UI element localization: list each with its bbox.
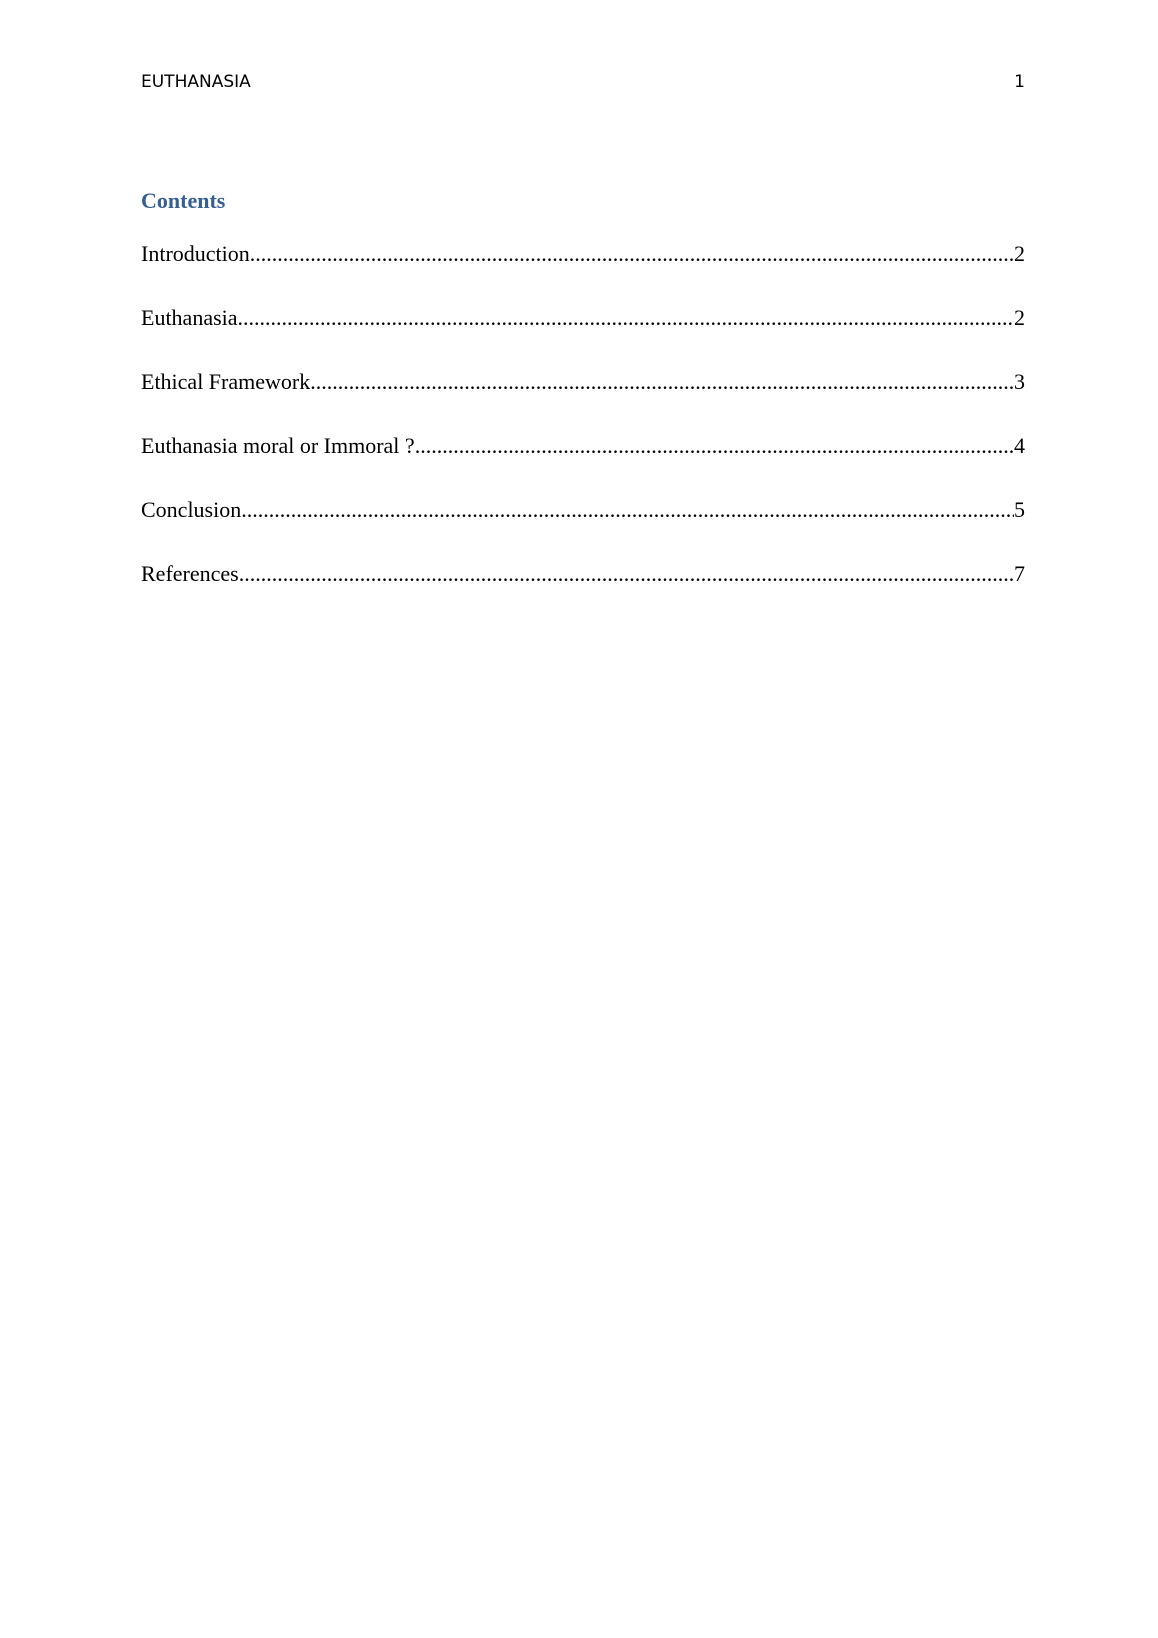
table-of-contents <box>141 240 1025 624</box>
toc-entry-page: 5 <box>1014 497 1025 522</box>
toc-dot-leader <box>415 432 1014 460</box>
toc-entry-introduction[interactable] <box>141 240 1025 304</box>
toc-dot-leader <box>241 496 1014 524</box>
toc-entry-page: 2 <box>1014 305 1025 330</box>
toc-entry-moral-or-immoral[interactable] <box>141 432 1025 496</box>
toc-entry-title: Euthanasia moral or Immoral ? <box>141 433 415 458</box>
toc-entry-page: 2 <box>1014 241 1025 266</box>
toc-entry-page: 3 <box>1014 369 1025 394</box>
toc-dot-leader <box>238 304 1014 332</box>
toc-entry-page: 7 <box>1014 561 1025 586</box>
toc-entry-title: Euthanasia <box>141 305 238 330</box>
toc-dot-leader <box>239 560 1014 588</box>
running-header-title: EUTHANASIA <box>141 72 251 92</box>
toc-entry-title: Conclusion <box>141 497 242 522</box>
toc-entry-title: Introduction <box>141 241 250 266</box>
toc-entry-title: References <box>141 561 239 586</box>
toc-dot-leader <box>310 368 1014 396</box>
toc-heading: Contents <box>141 188 226 213</box>
toc-entry-references[interactable] <box>141 560 1025 624</box>
toc-entry-euthanasia[interactable] <box>141 304 1025 368</box>
toc-entry-page: 4 <box>1014 433 1025 458</box>
toc-entry-conclusion[interactable] <box>141 496 1025 560</box>
toc-dot-leader <box>250 240 1014 268</box>
toc-entry-title: Ethical Framework <box>141 369 311 394</box>
toc-entry-ethical-framework[interactable] <box>141 368 1025 432</box>
page-number: 1 <box>1014 72 1025 92</box>
